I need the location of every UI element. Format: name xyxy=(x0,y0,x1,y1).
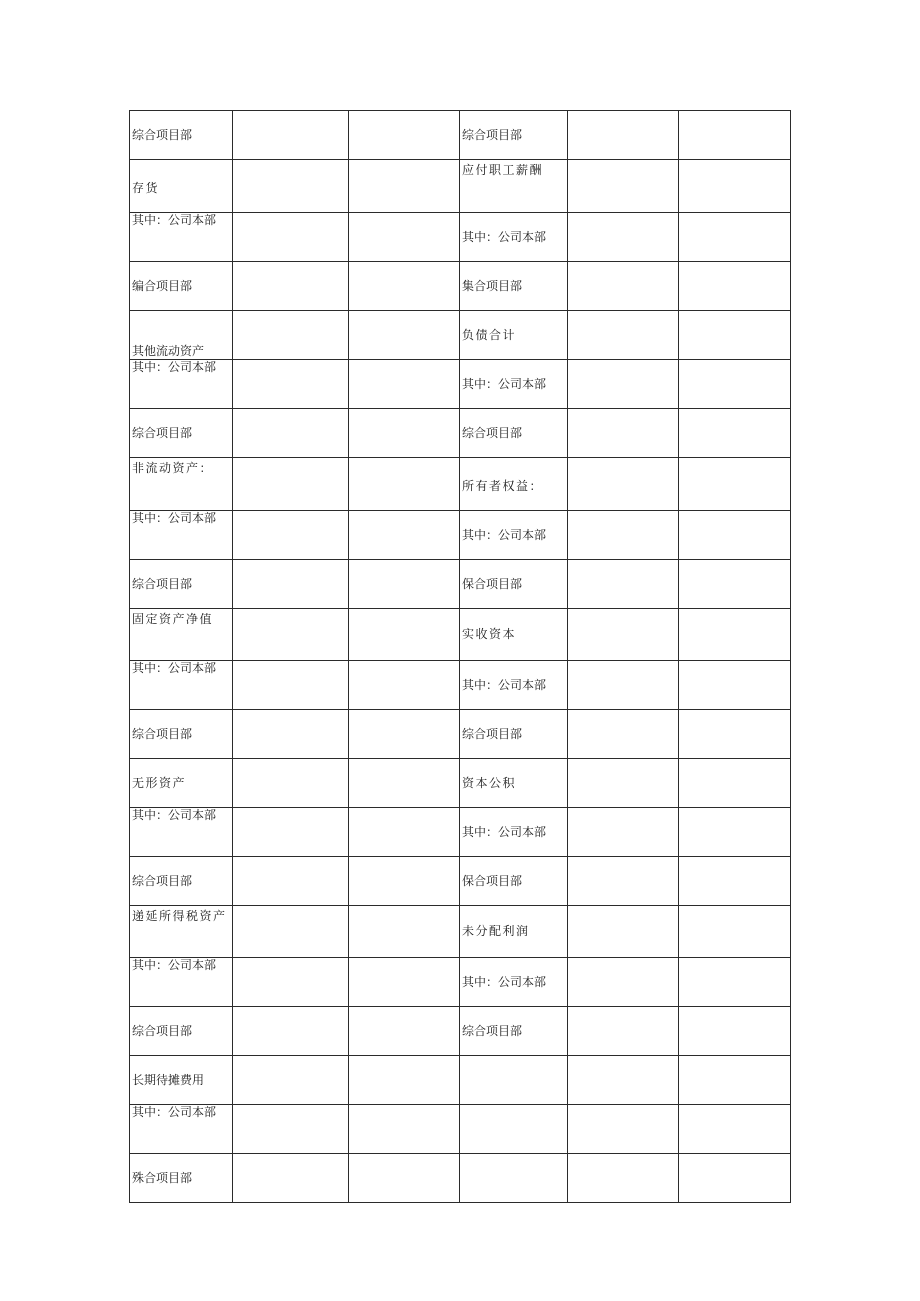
asset-item-label: 综合项目部 xyxy=(130,111,233,160)
asset-item-label: 无形资产 xyxy=(130,759,233,808)
value-cell xyxy=(679,311,791,360)
value-cell xyxy=(233,511,349,560)
liability-item-label: 其中：公司本部 xyxy=(460,360,568,409)
asset-item-label: 固定资产净值 xyxy=(130,609,233,661)
value-cell xyxy=(233,1154,349,1203)
liability-item-label: 其中：公司本部 xyxy=(460,213,568,262)
asset-item-label: 综合项目部 xyxy=(130,1007,233,1056)
value-cell xyxy=(679,906,791,958)
value-cell xyxy=(349,560,460,609)
value-cell xyxy=(679,111,791,160)
value-cell xyxy=(233,906,349,958)
asset-item-label: 综合项目部 xyxy=(130,857,233,906)
value-cell xyxy=(568,958,679,1007)
value-cell xyxy=(349,1007,460,1056)
value-cell xyxy=(568,857,679,906)
table-row xyxy=(130,1056,791,1105)
value-cell xyxy=(349,958,460,1007)
value-cell xyxy=(349,213,460,262)
liability-item-label: 负债合计 xyxy=(460,311,568,360)
asset-item-label: 殊合项目部 xyxy=(130,1154,233,1203)
value-cell xyxy=(233,609,349,661)
value-cell xyxy=(679,808,791,857)
value-cell xyxy=(568,808,679,857)
asset-item-label: 编合项目部 xyxy=(130,262,233,311)
value-cell xyxy=(568,360,679,409)
value-cell xyxy=(349,311,460,360)
asset-item-label: 综合项目部 xyxy=(130,710,233,759)
value-cell xyxy=(349,1105,460,1154)
value-cell xyxy=(568,1007,679,1056)
value-cell xyxy=(679,262,791,311)
value-cell xyxy=(568,609,679,661)
value-cell xyxy=(679,409,791,458)
value-cell xyxy=(233,1007,349,1056)
value-cell xyxy=(349,857,460,906)
table-row xyxy=(130,661,791,710)
value-cell xyxy=(233,213,349,262)
value-cell xyxy=(568,160,679,213)
table-row xyxy=(130,808,791,857)
asset-item-label: 综合项目部 xyxy=(130,409,233,458)
value-cell xyxy=(233,458,349,511)
value-cell xyxy=(349,511,460,560)
value-cell xyxy=(349,906,460,958)
value-cell xyxy=(568,213,679,262)
liability-item-label: 保合项目部 xyxy=(460,857,568,906)
value-cell xyxy=(679,160,791,213)
value-cell xyxy=(233,409,349,458)
table-row xyxy=(130,857,791,906)
value-cell xyxy=(568,111,679,160)
table-row xyxy=(130,511,791,560)
liability-item-label: 应付职工薪酬 xyxy=(460,160,568,213)
value-cell xyxy=(568,1154,679,1203)
value-cell xyxy=(233,857,349,906)
table-row xyxy=(130,1154,791,1203)
liability-item-label: 保合项目部 xyxy=(460,560,568,609)
liability-item-label: 所有者权益： xyxy=(460,458,568,511)
value-cell xyxy=(349,160,460,213)
value-cell xyxy=(568,661,679,710)
liability-item-label: 综合项目部 xyxy=(460,1007,568,1056)
table-row xyxy=(130,409,791,458)
table-row xyxy=(130,311,791,360)
liability-item-label xyxy=(460,1105,568,1154)
liability-item-label: 未分配利润 xyxy=(460,906,568,958)
asset-item-label: 其中：公司本部 xyxy=(130,1105,233,1154)
table-row xyxy=(130,1007,791,1056)
asset-item-label: 其中：公司本部 xyxy=(130,213,233,262)
asset-item-label: 其中：公司本部 xyxy=(130,661,233,710)
value-cell xyxy=(349,262,460,311)
asset-item-label: 非流动资产： xyxy=(130,458,233,511)
table-row xyxy=(130,906,791,958)
liability-item-label: 集合项目部 xyxy=(460,262,568,311)
value-cell xyxy=(679,511,791,560)
table-row xyxy=(130,609,791,661)
table-row xyxy=(130,759,791,808)
value-cell xyxy=(568,906,679,958)
value-cell xyxy=(679,661,791,710)
liability-item-label: 资本公积 xyxy=(460,759,568,808)
asset-item-label: 长期待摊费用 xyxy=(130,1056,233,1105)
liability-item-label: 其中：公司本部 xyxy=(460,958,568,1007)
value-cell xyxy=(233,360,349,409)
liability-item-label xyxy=(460,1154,568,1203)
value-cell xyxy=(568,409,679,458)
liability-item-label: 综合项目部 xyxy=(460,710,568,759)
value-cell xyxy=(233,111,349,160)
value-cell xyxy=(233,262,349,311)
liability-item-label: 其中：公司本部 xyxy=(460,511,568,560)
value-cell xyxy=(679,958,791,1007)
value-cell xyxy=(568,262,679,311)
value-cell xyxy=(679,857,791,906)
value-cell xyxy=(679,1056,791,1105)
table-row xyxy=(130,458,791,511)
value-cell xyxy=(349,409,460,458)
value-cell xyxy=(679,213,791,262)
value-cell xyxy=(349,710,460,759)
liability-item-label: 其中：公司本部 xyxy=(460,808,568,857)
liability-item-label: 其中：公司本部 xyxy=(460,661,568,710)
value-cell xyxy=(233,710,349,759)
table-row xyxy=(130,560,791,609)
table-row xyxy=(130,213,791,262)
value-cell xyxy=(568,511,679,560)
table-row xyxy=(130,1105,791,1154)
value-cell xyxy=(349,759,460,808)
value-cell xyxy=(349,1154,460,1203)
table-row xyxy=(130,262,791,311)
value-cell xyxy=(233,1056,349,1105)
value-cell xyxy=(349,661,460,710)
value-cell xyxy=(349,1056,460,1105)
table-row xyxy=(130,958,791,1007)
asset-item-label: 其中：公司本部 xyxy=(130,958,233,1007)
table-row xyxy=(130,710,791,759)
asset-item-label: 存货 xyxy=(130,160,233,213)
value-cell xyxy=(349,360,460,409)
value-cell xyxy=(349,609,460,661)
value-cell xyxy=(679,1154,791,1203)
value-cell xyxy=(233,661,349,710)
value-cell xyxy=(568,1105,679,1154)
asset-item-label: 其中：公司本部 xyxy=(130,360,233,409)
table-row xyxy=(130,111,791,160)
value-cell xyxy=(233,759,349,808)
value-cell xyxy=(233,311,349,360)
value-cell xyxy=(568,759,679,808)
value-cell xyxy=(233,560,349,609)
table-row xyxy=(130,160,791,213)
liability-item-label: 综合项目部 xyxy=(460,409,568,458)
asset-item-label: 其中：公司本部 xyxy=(130,808,233,857)
value-cell xyxy=(349,111,460,160)
value-cell xyxy=(233,958,349,1007)
value-cell xyxy=(679,609,791,661)
asset-item-label: 综合项目部 xyxy=(130,560,233,609)
value-cell xyxy=(568,311,679,360)
value-cell xyxy=(679,1007,791,1056)
value-cell xyxy=(679,1105,791,1154)
value-cell xyxy=(233,1105,349,1154)
value-cell xyxy=(233,808,349,857)
asset-item-label: 其他流动资产 xyxy=(130,311,233,360)
value-cell xyxy=(568,710,679,759)
liability-item-label: 综合项目部 xyxy=(460,111,568,160)
value-cell xyxy=(679,458,791,511)
value-cell xyxy=(349,458,460,511)
liability-item-label: 实收资本 xyxy=(460,609,568,661)
value-cell xyxy=(679,360,791,409)
value-cell xyxy=(568,560,679,609)
value-cell xyxy=(679,560,791,609)
value-cell xyxy=(233,160,349,213)
asset-item-label: 递延所得税资产 xyxy=(130,906,233,958)
value-cell xyxy=(568,458,679,511)
balance-sheet-table xyxy=(129,110,791,1203)
value-cell xyxy=(349,808,460,857)
table-row xyxy=(130,360,791,409)
value-cell xyxy=(679,710,791,759)
asset-item-label: 其中：公司本部 xyxy=(130,511,233,560)
value-cell xyxy=(679,759,791,808)
liability-item-label xyxy=(460,1056,568,1105)
value-cell xyxy=(568,1056,679,1105)
